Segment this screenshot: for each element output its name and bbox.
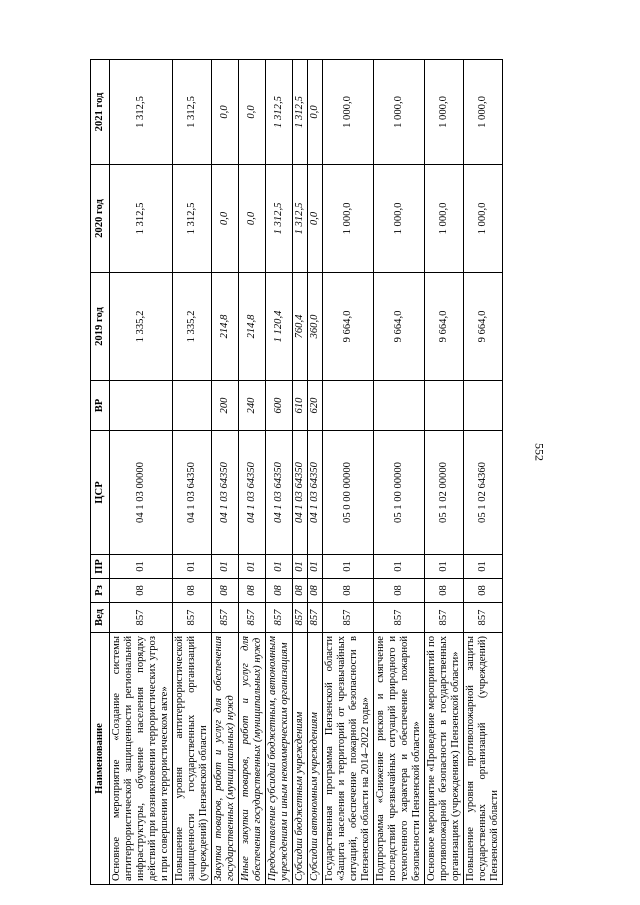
- cell-csr: 04 1 03 64350: [212, 431, 239, 555]
- budget-table: [90, 59, 503, 885]
- cell-rz: 08: [110, 579, 173, 603]
- cell-rz: 08: [212, 579, 239, 603]
- cell-y2020: 1 000,0: [323, 165, 374, 273]
- cell-ved: 857: [425, 603, 464, 633]
- cell-y2021: 0,0: [239, 60, 266, 165]
- cell-name: Закупка товаров, работ и услуг для обеспечения государственных (муниципальных) нужд: [212, 633, 239, 885]
- cell-y2021: 1 000,0: [464, 60, 503, 165]
- cell-ved: 857: [266, 603, 293, 633]
- cell-vr: [173, 381, 212, 431]
- cell-name: Иные закупки товаров, работ и услуг для обеспечения государственных (муниципальных) нужд: [239, 633, 266, 885]
- cell-y2019: 1 335,2: [110, 273, 173, 381]
- cell-y2020: 1 000,0: [425, 165, 464, 273]
- cell-pr: 01: [110, 555, 173, 579]
- cell-ved: 857: [110, 603, 173, 633]
- cell-y2021: 1 000,0: [425, 60, 464, 165]
- table-body: [110, 60, 503, 885]
- cell-csr: 05 1 00 00000: [374, 431, 425, 555]
- table-row: [212, 60, 239, 885]
- col-header-name: Наименование: [91, 633, 110, 885]
- cell-csr: 05 1 02 64360: [464, 431, 503, 555]
- table-row: [110, 60, 173, 885]
- cell-csr: 05 1 02 00000: [425, 431, 464, 555]
- cell-name: Подпрограмма «Снижение рисков и смягчение последствий чрезвычайных ситуаций природного и техногенного характера и обеспечение пожарной безопасности Пензенской области»: [374, 633, 425, 885]
- cell-y2020: 1 000,0: [374, 165, 425, 273]
- cell-name: Государственная программа Пензенской области «Защита населения и территорий от чрезвычайных ситуаций, обеспечение пожарной безопасности в Пензенской области на 2014–2022 годы»: [323, 633, 374, 885]
- cell-pr: 01: [425, 555, 464, 579]
- cell-csr: 04 1 03 00000: [110, 431, 173, 555]
- table-row: [464, 60, 503, 885]
- cell-name: Предоставление субсидий бюджетным, автономным учреждениям и иным некоммерческим организациям: [266, 633, 293, 885]
- cell-rz: 08: [239, 579, 266, 603]
- cell-vr: [323, 381, 374, 431]
- cell-y2020: 0,0: [239, 165, 266, 273]
- cell-y2021: 1 000,0: [323, 60, 374, 165]
- cell-ved: 857: [323, 603, 374, 633]
- cell-pr: 01: [293, 555, 308, 579]
- cell-vr: [374, 381, 425, 431]
- header-row: [91, 60, 110, 885]
- cell-pr: 01: [212, 555, 239, 579]
- col-header-2021: 2021 год: [91, 60, 110, 165]
- cell-y2019: 214,8: [239, 273, 266, 381]
- col-header-2020: 2020 год: [91, 165, 110, 273]
- cell-csr: 04 1 03 64350: [308, 431, 323, 555]
- cell-csr: 05 0 00 00000: [323, 431, 374, 555]
- cell-y2019: 9 664,0: [323, 273, 374, 381]
- col-header-pr: ПР: [91, 555, 110, 579]
- cell-pr: 01: [239, 555, 266, 579]
- cell-y2020: 1 312,5: [173, 165, 212, 273]
- cell-vr: 600: [266, 381, 293, 431]
- cell-y2019: 9 664,0: [425, 273, 464, 381]
- cell-y2021: 1 312,5: [266, 60, 293, 165]
- cell-y2020: 1 312,5: [293, 165, 308, 273]
- cell-y2019: 760,4: [293, 273, 308, 381]
- table-row: [266, 60, 293, 885]
- cell-ved: 857: [308, 603, 323, 633]
- table-row: [374, 60, 425, 885]
- rotated-document: [90, 60, 526, 885]
- cell-y2021: 1 312,5: [293, 60, 308, 165]
- cell-y2020: 1 312,5: [266, 165, 293, 273]
- cell-ved: 857: [293, 603, 308, 633]
- cell-vr: 610: [293, 381, 308, 431]
- cell-rz: 08: [425, 579, 464, 603]
- col-header-vr: ВР: [91, 381, 110, 431]
- cell-rz: 08: [173, 579, 212, 603]
- cell-y2020: 0,0: [212, 165, 239, 273]
- cell-pr: 01: [266, 555, 293, 579]
- table-row: [293, 60, 308, 885]
- cell-ved: 857: [374, 603, 425, 633]
- col-header-ved: Вед: [91, 603, 110, 633]
- cell-pr: 01: [374, 555, 425, 579]
- col-header-rz: Рз: [91, 579, 110, 603]
- cell-csr: 04 1 03 64350: [239, 431, 266, 555]
- table-row: [323, 60, 374, 885]
- col-header-csr: ЦСР: [91, 431, 110, 555]
- cell-pr: 01: [308, 555, 323, 579]
- cell-name: Повышение уровня противопожарной защиты государственных организаций (учреждений) Пензенской области: [464, 633, 503, 885]
- cell-y2019: 1 120,4: [266, 273, 293, 381]
- cell-vr: 620: [308, 381, 323, 431]
- cell-y2020: 1 000,0: [464, 165, 503, 273]
- cell-vr: [425, 381, 464, 431]
- cell-vr: [110, 381, 173, 431]
- table-row: [173, 60, 212, 885]
- page-number: 552: [532, 443, 547, 461]
- cell-name: Основное мероприятие «Создание системы антитеррористической защищенности региональной инфраструктуры, обучение населения порядку действий при возникновении террористических угроз и при совершении террористическом акте»: [110, 633, 173, 885]
- cell-pr: 01: [323, 555, 374, 579]
- cell-ved: 857: [239, 603, 266, 633]
- cell-y2020: 0,0: [308, 165, 323, 273]
- cell-rz: 08: [464, 579, 503, 603]
- cell-ved: 857: [464, 603, 503, 633]
- cell-name: Субсидии автономным учреждениям: [308, 633, 323, 885]
- col-header-2019: 2019 год: [91, 273, 110, 381]
- cell-rz: 08: [308, 579, 323, 603]
- cell-y2019: 9 664,0: [374, 273, 425, 381]
- cell-ved: 857: [173, 603, 212, 633]
- cell-csr: 04 1 03 64350: [266, 431, 293, 555]
- cell-y2019: 9 664,0: [464, 273, 503, 381]
- cell-y2020: 1 312,5: [110, 165, 173, 273]
- cell-pr: 01: [464, 555, 503, 579]
- cell-name: Основное мероприятие «Проведение мероприятий по противопожарной безопасности в государственных организациях (учреждениях) Пензенской области»: [425, 633, 464, 885]
- cell-rz: 08: [293, 579, 308, 603]
- cell-rz: 08: [323, 579, 374, 603]
- cell-y2019: 214,8: [212, 273, 239, 381]
- cell-y2021: 1 312,5: [110, 60, 173, 165]
- cell-vr: 200: [212, 381, 239, 431]
- cell-csr: 04 1 03 64350: [293, 431, 308, 555]
- table-row: [425, 60, 464, 885]
- cell-vr: 240: [239, 381, 266, 431]
- cell-rz: 08: [374, 579, 425, 603]
- table-row: [239, 60, 266, 885]
- cell-ved: 857: [212, 603, 239, 633]
- cell-pr: 01: [173, 555, 212, 579]
- cell-name: Субсидии бюджетным учреждениям: [293, 633, 308, 885]
- cell-y2021: 1 312,5: [173, 60, 212, 165]
- cell-y2021: 1 000,0: [374, 60, 425, 165]
- cell-name: Повышение уровня антитеррористической защищенности государственных организаций (учреждений) Пензенской области: [173, 633, 212, 885]
- cell-y2021: 0,0: [212, 60, 239, 165]
- cell-vr: [464, 381, 503, 431]
- cell-csr: 04 1 03 64350: [173, 431, 212, 555]
- cell-rz: 08: [266, 579, 293, 603]
- cell-y2021: 0,0: [308, 60, 323, 165]
- cell-y2019: 360,0: [308, 273, 323, 381]
- table-row: [308, 60, 323, 885]
- cell-y2019: 1 335,2: [173, 273, 212, 381]
